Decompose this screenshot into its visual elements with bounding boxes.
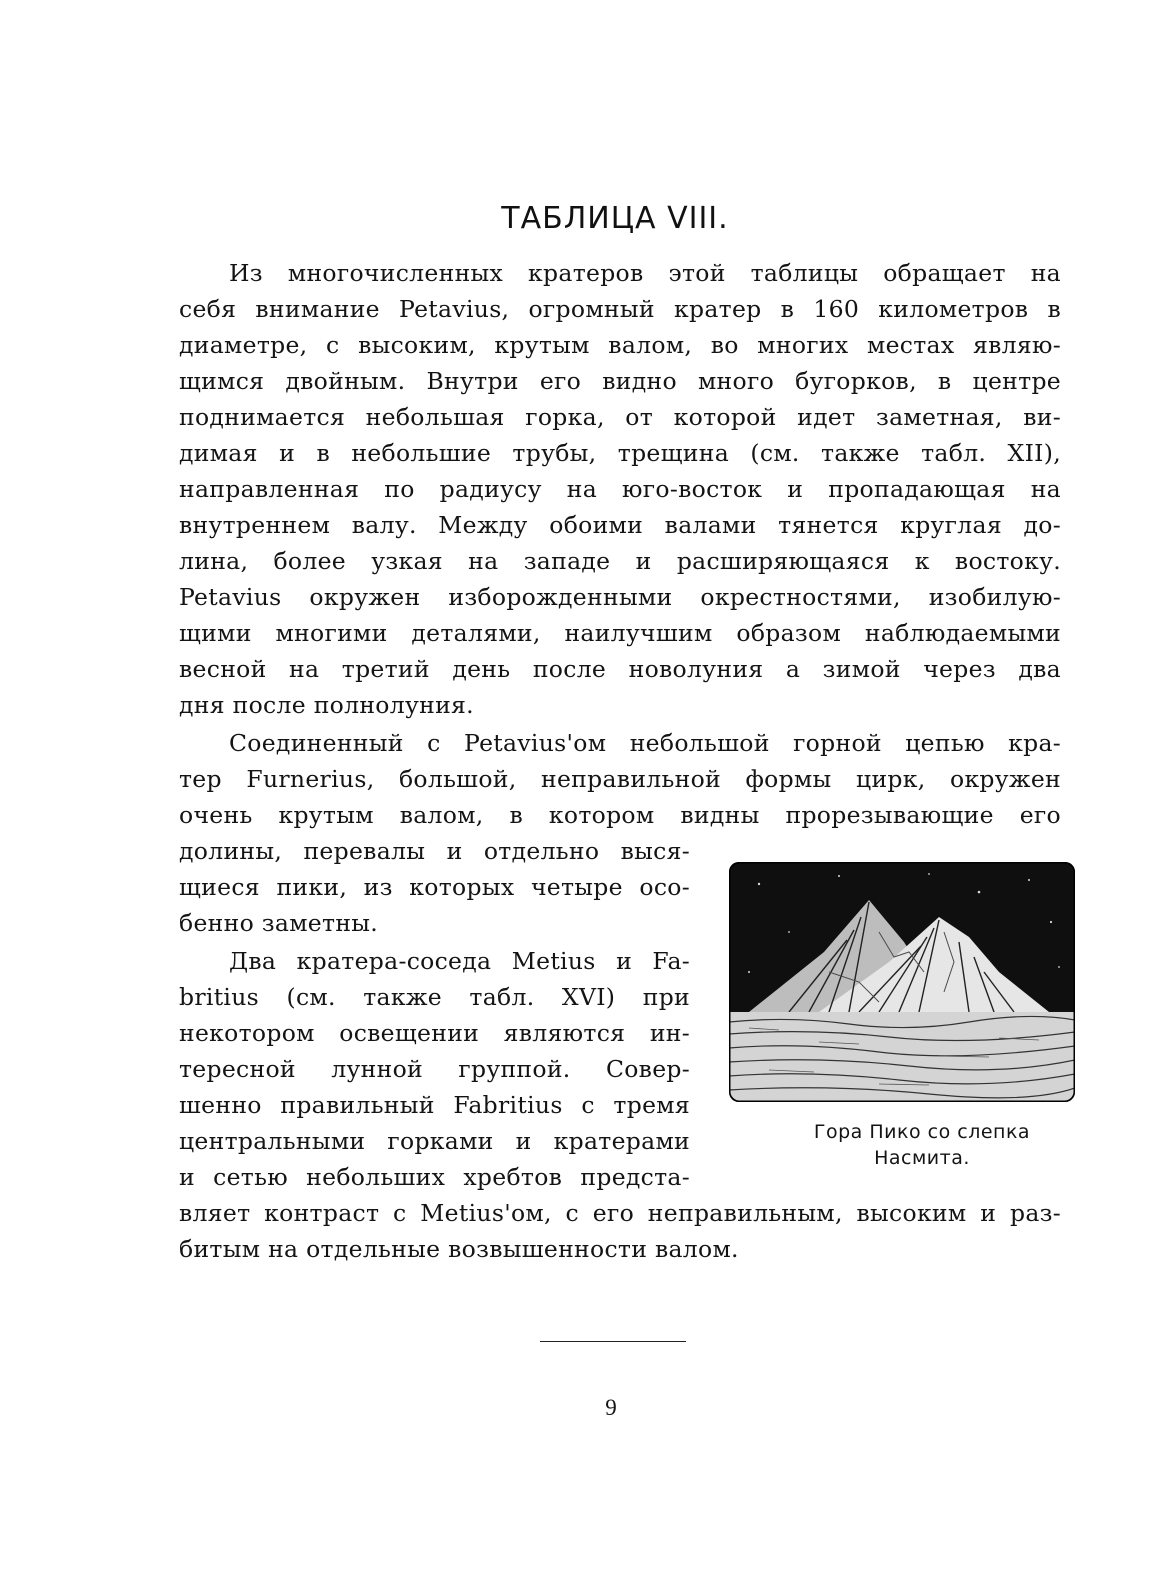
paragraph-2-line: долины, перевалы и отдельно выся- xyxy=(179,837,690,865)
paragraph-3-line: и сетью небольших хребтов предста- xyxy=(179,1163,690,1191)
paragraph-1-line: Petavius окружен изборожденными окрестностями, изобилую- xyxy=(179,583,1061,611)
paragraph-3-line: тересной лунной группой. Совер- xyxy=(179,1055,690,1083)
paragraph-3-line: шенно правильный Fabritius с тремя xyxy=(179,1091,690,1119)
paragraph-2-line: очень крутым валом, в котором видны прорезывающие его xyxy=(179,801,1061,829)
page-title: ТАБЛИЦА VIII. xyxy=(501,201,729,237)
paragraph-3-line: битым на отдельные возвышенности валом. xyxy=(179,1235,739,1263)
paragraph-1-line: щими многими деталями, наилучшим образом наблюдаемыми xyxy=(179,619,1061,647)
paragraph-1-line: внутреннем валу. Между обоими валами тянется круглая до- xyxy=(179,511,1061,539)
paragraph-1-line: димая и в небольшие трубы, трещина (см. также табл. XII), xyxy=(179,439,1061,467)
paragraph-1-line: щимся двойным. Внутри его видно много бугорков, в центре xyxy=(179,367,1061,395)
paragraph-3-line: некотором освещении являются ин- xyxy=(179,1019,690,1047)
paragraph-2-line: тер Furnerius, большой, неправильной формы цирк, окружен xyxy=(179,765,1061,793)
paragraph-3-line: вляет контраст с Metius'ом, с его неправильным, высоким и раз- xyxy=(179,1199,1061,1227)
paragraph-1-line: дня после полнолуния. xyxy=(179,691,474,719)
section-divider xyxy=(540,1341,686,1342)
paragraph-3-line: britius (см. также табл. XVI) при xyxy=(179,983,690,1011)
mountain-engraving-icon xyxy=(729,862,1075,1102)
figure-caption-line-2: Насмита. xyxy=(874,1147,970,1169)
paragraph-3-line: центральными горками и кратерами xyxy=(179,1127,690,1155)
paragraph-2-line: щиеся пики, из которых четыре осо- xyxy=(179,873,690,901)
paragraph-1-line: диаметре, с высоким, крутым валом, во многих местах являю- xyxy=(179,331,1061,359)
paragraph-2-line: Соединенный с Petavius'ом небольшой горной цепью кра- xyxy=(229,729,1061,757)
paragraph-1-line: направленная по радиусу на юго-восток и пропадающая на xyxy=(179,475,1061,503)
paragraph-1-line: весной на третий день после новолуния а зимой через два xyxy=(179,655,1061,683)
paragraph-1-line: поднимается небольшая горка, от которой идет заметная, ви- xyxy=(179,403,1061,431)
paragraph-1-line: Из многочисленных кратеров этой таблицы обращает на xyxy=(229,259,1061,287)
page-number: 9 xyxy=(605,1395,617,1420)
paragraph-1-line: себя внимание Petavius, огромный кратер в 160 километров в xyxy=(179,295,1061,323)
figure-caption-line-1: Гора Пико со слепка xyxy=(813,1121,1031,1143)
paragraph-3-line: Два кратера-соседа Metius и Fa- xyxy=(229,947,690,975)
paragraph-1-line: лина, более узкая на западе и расширяющаяся к востоку. xyxy=(179,547,1061,575)
paragraph-2-line: бенно заметны. xyxy=(179,909,379,937)
